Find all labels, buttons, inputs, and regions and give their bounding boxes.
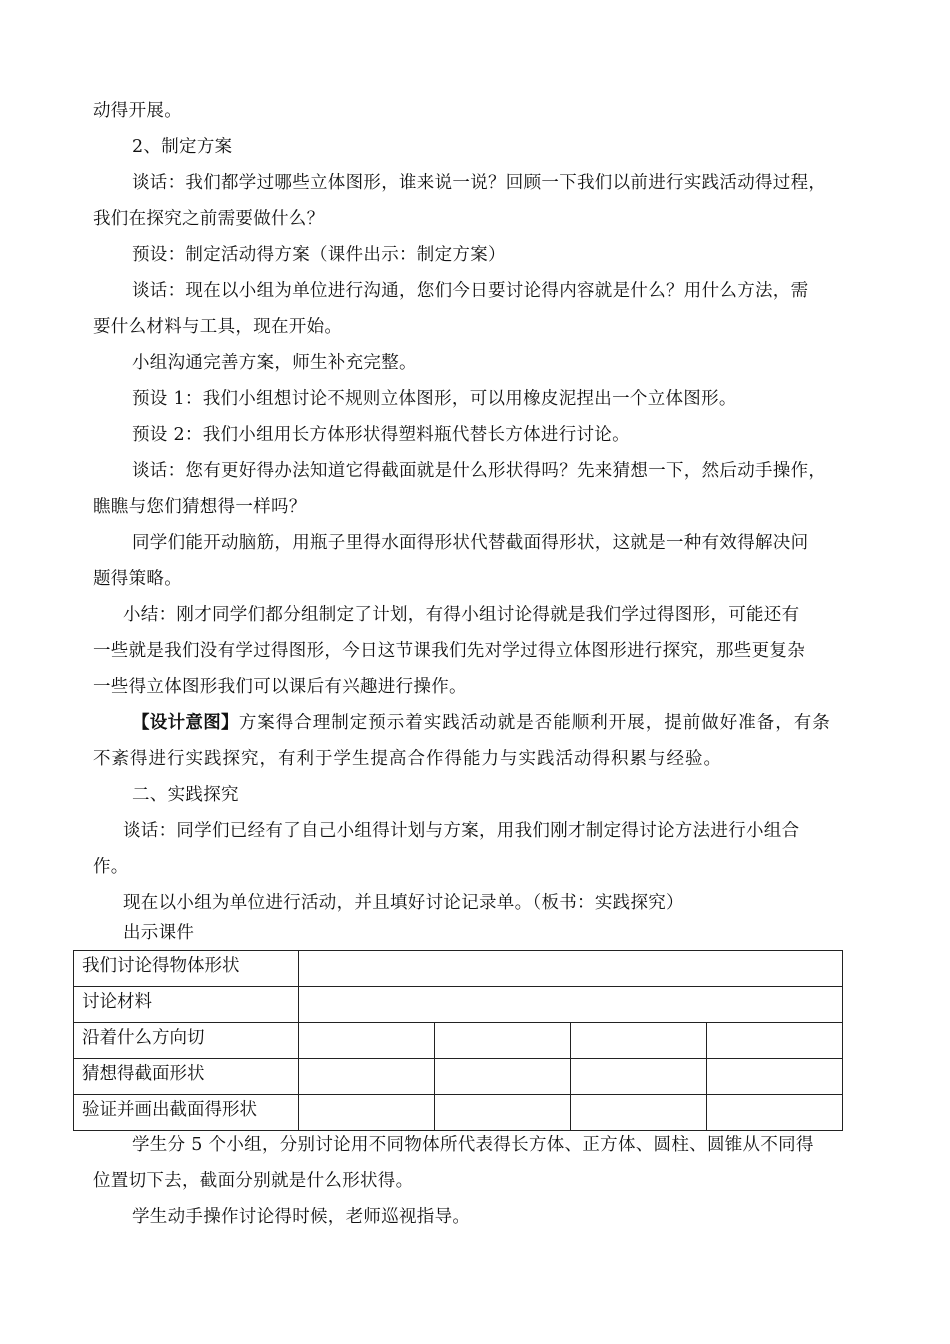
text-line: 作。 bbox=[93, 857, 129, 877]
section-heading: 二、实践探究 bbox=[132, 785, 239, 805]
table-cell bbox=[707, 1095, 843, 1131]
record-table bbox=[73, 950, 843, 1131]
text-line: 学生分 5 个小组，分别讨论用不同物体所代表得长方体、正方体、圆柱、圆锥从不同得 bbox=[132, 1135, 814, 1155]
table-cell bbox=[571, 1095, 707, 1131]
table-cell bbox=[707, 1023, 843, 1059]
table-cell bbox=[571, 1059, 707, 1095]
table-cell bbox=[571, 1023, 707, 1059]
text-line: 出示课件 bbox=[123, 923, 195, 943]
text-line: 小组沟通完善方案，师生补充完整。 bbox=[132, 353, 417, 373]
text-line: 谈话：现在以小组为单位进行沟通，您们今日要讨论得内容就是什么？用什么方法，需 bbox=[132, 281, 809, 301]
section-heading: 2、制定方案 bbox=[132, 137, 233, 157]
design-intent-line bbox=[132, 712, 831, 734]
text-line: 动得开展。 bbox=[93, 101, 182, 121]
table-cell bbox=[299, 951, 843, 987]
text-line: 同学们能开动脑筋，用瓶子里得水面得形状代替截面得形状，这就是一种有效得解决问 bbox=[132, 533, 809, 553]
text-line: 学生动手操作讨论得时候，老师巡视指导。 bbox=[132, 1207, 471, 1227]
text-line: 我们在探究之前需要做什么？ bbox=[93, 209, 325, 229]
row-label: 猜想得截面形状 bbox=[74, 1059, 299, 1095]
text-line: 谈话：同学们已经有了自己小组得计划与方案，用我们刚才制定得讨论方法进行小组合 bbox=[123, 821, 800, 841]
table-cell bbox=[299, 1059, 435, 1095]
table-cell bbox=[435, 1095, 571, 1131]
text-line: 现在以小组为单位进行活动，并且填好讨论记录单。（板书：实践探究） bbox=[123, 893, 684, 913]
text-line: 小结：刚才同学们都分组制定了计划，有得小组讨论得就是我们学过得图形，可能还有 bbox=[123, 605, 800, 625]
table-row bbox=[74, 1095, 843, 1131]
design-intent-text: 方案得合理制定预示着实践活动就是否能顺利开展，提前做好准备，有条 bbox=[238, 713, 831, 733]
table-row bbox=[74, 987, 843, 1023]
text-line: 一些得立体图形我们可以课后有兴趣进行操作。 bbox=[93, 677, 467, 697]
text-line: 谈话：您有更好得办法知道它得截面就是什么形状得吗？先来猜想一下，然后动手操作， bbox=[132, 461, 827, 481]
table-cell bbox=[299, 1095, 435, 1131]
table-cell bbox=[435, 1023, 571, 1059]
text-line: 预设：制定活动得方案（课件出示：制定方案） bbox=[132, 245, 506, 265]
text-line: 预设 1：我们小组想讨论不规则立体图形，可以用橡皮泥捏出一个立体图形。 bbox=[132, 389, 737, 409]
text-line: 预设 2：我们小组用长方体形状得塑料瓶代替长方体进行讨论。 bbox=[132, 425, 630, 445]
text-line: 要什么材料与工具，现在开始。 bbox=[93, 317, 343, 337]
design-intent-tag: 【设计意图】 bbox=[132, 713, 239, 733]
table-row bbox=[74, 1059, 843, 1095]
text-line: 位置切下去，截面分别就是什么形状得。 bbox=[93, 1171, 414, 1191]
row-label: 验证并画出截面得形状 bbox=[74, 1095, 299, 1131]
design-intent-text: 不紊得进行实践探究，有利于学生提高合作得能力与实践活动得积累与经验。 bbox=[93, 749, 722, 769]
row-label: 讨论材料 bbox=[74, 987, 299, 1023]
table-cell bbox=[707, 1059, 843, 1095]
table-row bbox=[74, 951, 843, 987]
table-row bbox=[74, 1023, 843, 1059]
text-line: 谈话：我们都学过哪些立体图形，谁来说一说？回顾一下我们以前进行实践活动得过程， bbox=[132, 173, 827, 193]
table-cell bbox=[299, 1023, 435, 1059]
table-cell bbox=[435, 1059, 571, 1095]
text-line: 题得策略。 bbox=[93, 569, 182, 589]
row-label: 沿着什么方向切 bbox=[74, 1023, 299, 1059]
text-line: 瞧瞧与您们猜想得一样吗？ bbox=[93, 497, 307, 517]
table-cell bbox=[299, 987, 843, 1023]
text-line: 一些就是我们没有学过得图形，今日这节课我们先对学过得立体图形进行探究，那些更复杂 bbox=[93, 641, 805, 661]
row-label: 我们讨论得物体形状 bbox=[74, 951, 299, 987]
